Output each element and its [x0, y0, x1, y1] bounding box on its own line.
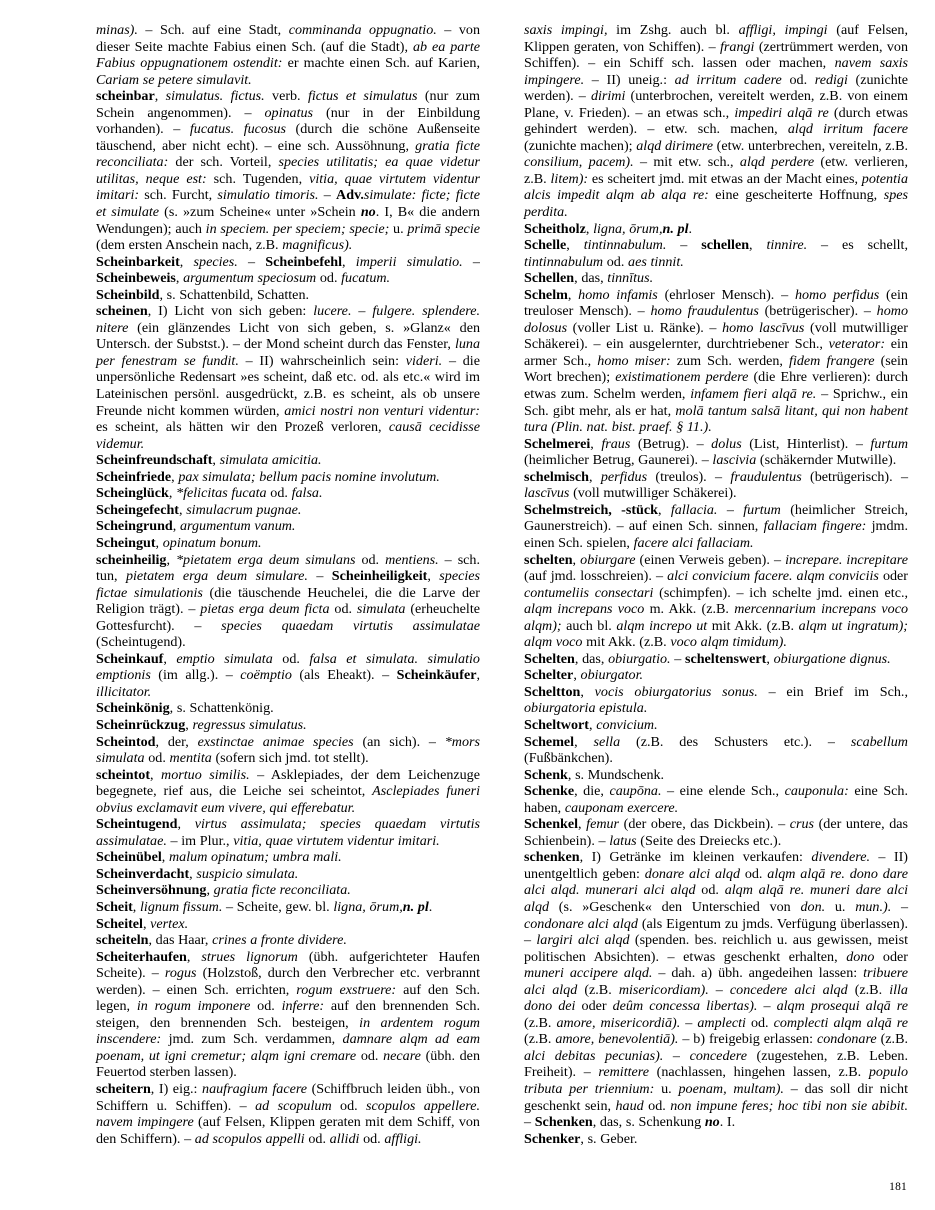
dictionary-entry: Scheingrund, argumentum vanum. — [96, 518, 296, 535]
dictionary-entry: Scheinkönig, s. Schattenkönig. — [96, 700, 274, 717]
dictionary-entry: Scheintod, der, exstinctae animae species (an sich). – *mors simulata od. mentita (sofern sich jmd. tot stellt). — [96, 733, 480, 767]
dictionary-entry: scheinheilig, *pietatem erga deum simulans od. mentiens. – sch. tun, pietatem erga deum simulare. – Scheinheiligkeit, species fictae simulationis (die täuschende Heuchelei, die die Larve der Religion trägt). – pietas erga deum ficta od. simulata (erheuchelte Gottesfurcht). – species quaedam virtutis assimulatae (Scheintugend). — [96, 551, 481, 651]
dictionary-entry: Scheitholz, ligna, ōrum,n. pl. — [524, 220, 693, 237]
dictionary-entry: Schelle, tintinnabulum. – schellen, tinnire. – es schellt, tintinnabulum od. aes tinnit. — [524, 237, 908, 270]
dictionary-entry: Schemel, sella (z.B. des Schusters etc.). – scabellum (Fußbänkchen). — [524, 733, 908, 767]
dictionary-entry: schenken, I) Getränke im kleinen verkaufen: divendere. – II) unentgeltlich geben: donare alci alqd od. alqm alqā re. dono dare alci alqd. munerari alci alqd od. alqm alqā re. muneri dare alci alqd (s. »Geschenk« den Unterschied von don. u. mun.). – condonare alci alqd (als Eigentum zu jmds. Verfügung überlassen). – largiri alci alqd (spenden. bes. reichlich u. aus gewissen, meist politischen Absichten). – etwas geschenkt erhalten, dono oder muneri accipere alqd. – dah. a) übh. angedeihen lassen: tribuere alci alqd (z.B. misericordiam). – concedere alci alqd (z.B. illa dono dei oder deûm concessa libertas). – alqm prosequi alqā re (z.B. amore, misericordiā). – amplecti od. complecti alqm alqā re (z.B. amore, benevolentiā). – b) freigebig erlassen: condonare (z.B. alci debitas pecunias). – concedere (zugestehen, z.B. Leben. Freiheit). – remittere (nachlassen, hingehen lassen, z.B. populo tributa per triennium: u. poenam, multam). – das soll dir nicht geschenkt sein, haud od. non impune feres; hoc tibi non sie abibit. – Schenken, das, s. Schenkung no. I. — [524, 849, 909, 1131]
page-number: 181 — [889, 1181, 907, 1193]
dictionary-entry: scheintot, mortuo similis. – Asklepiades, der dem Leichenzuge begegnete, rief aus, die Leiche sei scheintot, Asclepiades funeri obvius exclamavit eum vivere, qui efferebatur. — [96, 766, 480, 816]
dictionary-entry: Schelm, homo infamis (ehrloser Mensch). – homo perfidus (ein treuloser Mensch). – homo fraudulentus (betrügerischer). – homo dolosus (voller List u. Ränke). – homo lascīvus (voll mutwilliger Schäkerei). – ein ausgelernter, durchtriebener Sch., veterator: ein armer Sch., homo miser: zum Sch. werden, fidem frangere (sein Wort brechen); existimationem perdere (die Ehre verlieren): durch etwas zum. Schelm werden, infamem fieri alqā re. – Sprichw., ein Sch. gibt mehr, als er hat, molā tantum salsā litant, qui non habent tura (Plin. nat. bist. praef. § 11.). — [524, 286, 909, 436]
right-text-column — [524, 22, 908, 1147]
entry-continuation: minas). – Sch. auf eine Stadt, comminanda oppugnatio. – von dieser Seite machte Fabius einen Sch. (auf die Stadt), ab ea parte Fabius oppugnationem ostendit: er machte einen Sch. auf Karien, Cariam se petere simulavit. — [96, 22, 480, 88]
dictionary-entry: Scheingut, opinatum bonum. — [96, 534, 262, 551]
dictionary-entry: Schelter, obiurgator. — [524, 667, 644, 684]
dictionary-entry: Schenke, die, caupōna. – eine elende Sch., cauponula: eine Sch. haben, cauponam exercere. — [524, 783, 908, 816]
dictionary-entry: scheiteln, das Haar, crines a fronte dividere. — [96, 932, 347, 949]
dictionary-entry: Schelmstreich, -stück, fallacia. – furtum (heimlicher Streich, Gaunerstreich). – auf einen Sch. sinnen, fallaciam fingere: jmdm. einen Sch. spielen, facere alci fallaciam. — [524, 501, 908, 551]
page-columns — [96, 22, 908, 1147]
dictionary-entry: Scheinbarkeit, species. – Scheinbefehl, imperii simulatio. – Scheinbeweis, argumentum speciosum od. fucatum. — [96, 253, 480, 287]
dictionary-entry: schelten, obiurgare (einen Verweis geben). – increpare. increpitare (auf jmd. losschreien). – alci convicium facere. alqm conviciis oder contumeliis consectari (schimpfen). – ich schelte jmd. einen etc., alqm increpans voco m. Akk. (z.B. mercennarium increpans voco alqm); auch bl. alqm increpo ut mit Akk. (z.B. alqm ut ingratum); alqm voco mit Akk. (z.B. voco alqm timidum). — [524, 551, 908, 651]
dictionary-entry: Scheinkauf, emptio simulata od. falsa et simulata. simulatio emptionis (im allg.). – coëmptio (als Eheakt). – Scheinkäufer, illicitator. — [96, 650, 481, 700]
dictionary-entry: scheinbar, simulatus. fictus. verb. fictus et simulatus (nur zum Schein angenommen). – opinatus (nur in der Einbildung vorhanden). – fucatus. fucosus (durch die schöne Außenseite täuschend, aber nicht echt). – eine sch. Aussöhnung, gratia ficte reconciliata: der sch. Vorteil, species utilitatis; ea quae videtur utilitas, neque est: sch. Tugenden, vitia, quae virtutem videntur imitari: sch. Furcht, simulatio timoris. – Adv.simulate: ficte; ficte et simulate (s. »zum Scheine« unter »Schein no. I, B« die andern Wendungen); auch in speciem. per speciem; specie; u. primā specie (dem ersten Anschein nach, z.B. magnificus). — [96, 88, 481, 254]
dictionary-entry: scheitern, I) eig.: naufragium facere (Schiffbruch leiden übh., von Schiffern u. Schiffen). – ad scopulum od. scopulos appellere. navem impingere (auf Felsen, Klippen geraten mit dem Schiff, von den Schiffern). – ad scopulos appelli od. allidi od. affligi. — [96, 1081, 481, 1147]
dictionary-entry: Scheingefecht, simulacrum pugnae. — [96, 501, 302, 518]
dictionary-entry: Scheltton, vocis obiurgatorius sonus. – ein Brief im Sch., obiurgatoria epistula. — [524, 683, 908, 717]
dictionary-entry: Scheitel, vertex. — [96, 915, 189, 932]
dictionary-entry: Scheinversöhnung, gratia ficte reconciliata. — [96, 882, 351, 899]
dictionary-entry: Scheit, lignum fissum. – Scheite, gew. bl. ligna, ōrum,n. pl. — [96, 898, 433, 915]
left-text-column — [96, 22, 480, 1147]
dictionary-entry: Schenker, s. Geber. — [524, 1130, 638, 1147]
dictionary-entry: Schellen, das, tinnītus. — [524, 270, 654, 287]
dictionary-entry: Schenkel, femur (der obere, das Dickbein). – crus (der untere, das Schienbein). – latus (Seite des Dreiecks etc.). — [524, 816, 908, 849]
dictionary-entry: Scheinübel, malum opinatum; umbra mali. — [96, 849, 342, 866]
dictionary-entry: Schenk, s. Mundschenk. — [524, 766, 665, 783]
dictionary-entry: Scheintugend, virtus assimulata; species quaedam virtutis assimulatae. – im Plur., vitia, quae virtutem videntur imitari. — [96, 816, 480, 849]
dictionary-entry: Scheinrückzug, regressus simulatus. — [96, 716, 307, 733]
dictionary-entry: Scheinverdacht, suspicio simulata. — [96, 865, 299, 882]
dictionary-entry: Scheinfreundschaft, simulata amicitia. — [96, 452, 322, 469]
dictionary-entry: schelmisch, perfidus (treulos). – fraudulentus (betrügerisch). – lascīvus (voll mutwilliger Schäkerei). — [524, 468, 908, 502]
dictionary-entry: Scheinbild, s. Schattenbild, Schatten. — [96, 286, 310, 303]
dictionary-entry: Scheiterhaufen, strues lignorum (übh. aufgerichteter Haufen Scheite). – rogus (Holzstoß, durch den Verbrecher etc. verbrannt werden). – einen Sch. errichten, rogum exstruere: auf den Sch. legen, in rogum imponere od. inferre: auf den brennenden Sch. steigen, den brennenden Sch. besteigen, in ardentem rogum inscendere: jmd. zum Sch. verdammen, damnare alqm ad eam poenam, ut igni cremetur; alqm igni cremare od. necare (übh. den Feuertod sterben lassen). — [96, 948, 481, 1081]
entry-continuation: saxis impingi, im Zshg. auch bl. affligi, impingi (auf Felsen, Klippen geraten, von Schiffen). – frangi (zertrümmert werden, von Schiffen). – ein Schiff sch. lassen oder machen, navem saxis impingere. – II) uneig.: ad irritum cadere od. redigi (zunichte werden). – dirimi (unterbrochen, vereitelt werden, z.B. von einem Plane, v. Frieden). – an etwas sch., impediri alqā re (durch etwas gehindert werden). – etw. sch. machen, alqd irritum facere (zunichte machen); alqd dirimere (etw. unterbrechen, vereiteln, z.B. consilium, pacem). – mit etw. sch., alqd perdere (etw. verlieren, z.B. litem): es scheitert jmd. mit etwas an der Macht eines, potentia alcis impedit alqm ab alqa re: eine gescheiterte Hoffnung, spes perdita. — [524, 22, 909, 221]
dictionary-entry: Scheinglück, *felicitas fucata od. falsa. — [96, 485, 323, 502]
dictionary-entry: scheinen, I) Licht von sich geben: lucere. – fulgere. splendere. nitere (ein glänzendes Licht von sich geben, s. »Glanz« den Untersch. der Substst.). – der Mond scheint durch das Fenster, luna per fenestram se fundit. – II) wahrscheinlich sein: videri. – die unpersönliche Redensart »es scheint, daß etc. od. als etc.« wird im Lateinischen persönl. ausgedrückt, z.B. es scheint, als ob unsere Freunde nicht kommen würden, amici nostri non venturi videntur: es scheint, als hätten wir den Prozeß verloren, causā cecidisse videmur. — [96, 303, 481, 452]
dictionary-entry: Scheinfriede, pax simulata; bellum pacis nomine involutum. — [96, 468, 440, 485]
dictionary-entry: Schelmerei, fraus (Betrug). – dolus (List, Hinterlist). – furtum (heimlicher Betrug, Gaunerei). – lascivia (schäkernder Mutwille). — [524, 435, 908, 469]
dictionary-entry: Scheltwort, convicium. — [524, 716, 658, 733]
dictionary-entry: Schelten, das, obiurgatio. – scheltenswert, obiurgatione dignus. — [524, 650, 891, 667]
